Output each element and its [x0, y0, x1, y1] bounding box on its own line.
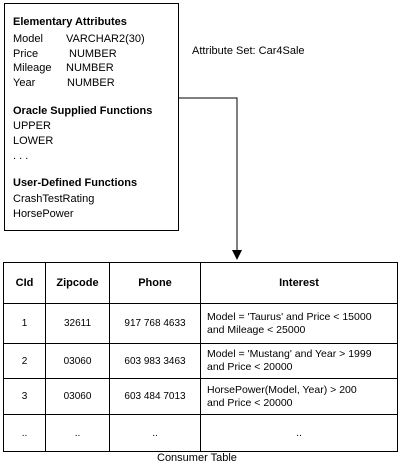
cell-zipcode: 32611: [46, 304, 110, 344]
cell-cid: 3: [4, 379, 46, 415]
oracle-function-upper: UPPER: [13, 120, 51, 132]
cell-cid: 1: [4, 304, 46, 344]
cell-phone: 917 768 4633: [110, 304, 201, 344]
attribute-type-price: NUMBER: [69, 48, 117, 60]
attribute-type-year: NUMBER: [67, 77, 115, 89]
cell-interest: [201, 304, 398, 344]
interest-line: HorsePower(Model, Year) > 200: [207, 383, 357, 396]
cell-phone: 603 983 3463: [110, 344, 201, 379]
table-caption: Consumer Table: [157, 452, 237, 464]
attribute-name-mileage: Mileage: [13, 62, 52, 74]
interest-line: Model = 'Mustang' and Year > 1999: [207, 348, 372, 360]
cell-interest: [201, 415, 398, 452]
oracle-function-ellipsis: . . .: [13, 150, 29, 162]
attribute-type-model: VARCHAR2(30): [66, 33, 145, 45]
oracle-functions-heading: Oracle Supplied Functions: [13, 105, 153, 117]
table-row: [4, 304, 398, 344]
arrow-head-icon: [232, 250, 242, 260]
table-row: [4, 344, 398, 379]
attribute-type-mileage: NUMBER: [66, 62, 114, 74]
oracle-function-lower: LOWER: [13, 135, 54, 147]
interest-line: ..: [296, 426, 302, 439]
column-header-cid: CId: [4, 263, 46, 304]
column-header-phone: Phone: [110, 263, 201, 304]
consumer-table: [3, 262, 398, 452]
user-function-crashtestrating: CrashTestRating: [13, 193, 95, 205]
user-functions-heading: User-Defined Functions: [13, 177, 138, 189]
user-function-horsepower: HorsePower: [13, 208, 74, 220]
column-header-zipcode: Zipcode: [46, 263, 110, 304]
cell-zipcode: 03060: [46, 344, 110, 379]
cell-zipcode: ..: [46, 415, 110, 452]
cell-phone: ..: [110, 415, 201, 452]
cell-cid: ..: [4, 415, 46, 452]
attribute-name-price: Price: [13, 48, 39, 60]
interest-line: and Price < 20000: [207, 396, 293, 409]
attribute-set-label: Attribute Set: Car4Sale: [192, 45, 305, 57]
cell-interest: [201, 379, 398, 415]
column-header-interest: Interest: [201, 263, 398, 304]
interest-line: Model = 'Taurus' and Price < 15000: [207, 310, 372, 323]
attribute-name-year: Year: [13, 77, 36, 89]
interest-line: and Mileage < 25000: [207, 323, 306, 336]
cell-cid: 2: [4, 344, 46, 379]
table-row: [4, 379, 398, 415]
cell-phone: 603 484 7013: [110, 379, 201, 415]
elementary-attributes-heading: Elementary Attributes: [13, 16, 127, 28]
interest-line: and Price < 20000: [207, 361, 293, 373]
cell-zipcode: 03060: [46, 379, 110, 415]
table-row: [4, 415, 398, 452]
attribute-name-model: Model: [13, 33, 43, 45]
cell-interest: [201, 344, 398, 379]
